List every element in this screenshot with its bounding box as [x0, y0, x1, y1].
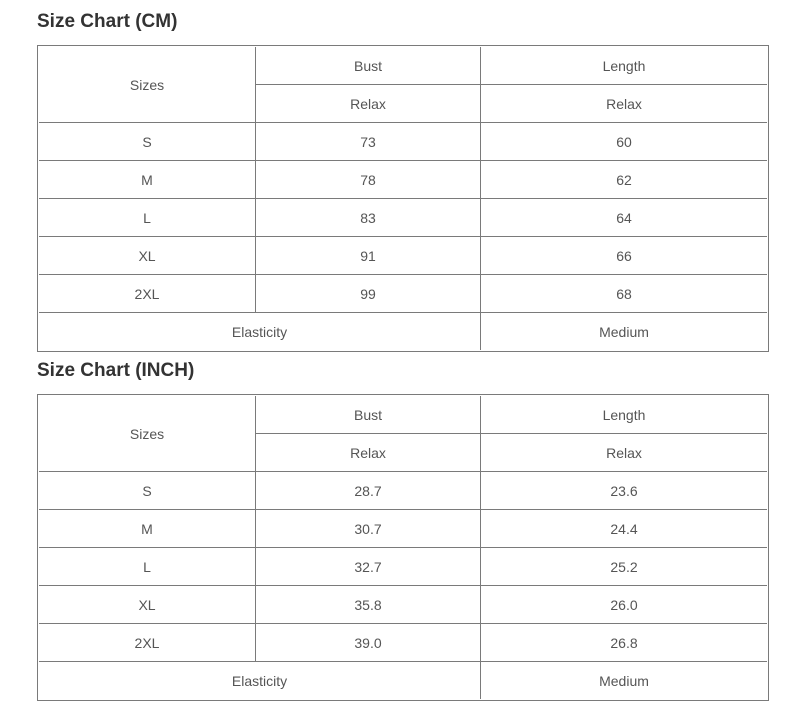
size-chart-inch-table	[37, 394, 769, 701]
cell-bust: 99	[256, 275, 481, 313]
cell-length: 68	[481, 275, 767, 313]
size-chart-inch-title: Size Chart (INCH)	[37, 360, 195, 381]
table-row	[39, 199, 767, 237]
cell-bust: 32.7	[256, 548, 481, 586]
cell-length: 26.0	[481, 586, 767, 624]
table-row	[39, 586, 767, 624]
cell-size: M	[39, 161, 256, 199]
elasticity-value: Medium	[599, 323, 649, 340]
table-footer-row	[39, 662, 767, 699]
cell-bust: 30.7	[256, 510, 481, 548]
table-row	[39, 510, 767, 548]
cell-length: 25.2	[481, 548, 767, 586]
table-footer-row	[39, 313, 767, 350]
cell-size: S	[39, 123, 256, 161]
cell-length: 26.8	[481, 624, 767, 662]
cell-length: 60	[481, 123, 767, 161]
cell-size: M	[39, 510, 256, 548]
cell-size: S	[39, 472, 256, 510]
header-length: Length	[481, 47, 767, 85]
table-header-row	[39, 396, 767, 434]
cell-size: 2XL	[39, 624, 256, 662]
cell-bust: 91	[256, 237, 481, 275]
cell-length: 66	[481, 237, 767, 275]
header-length: Length	[481, 396, 767, 434]
header-bust: Bust	[256, 396, 481, 434]
cell-length: 62	[481, 161, 767, 199]
elasticity-label: Elasticity	[39, 313, 481, 350]
header-length-fit: Relax	[481, 434, 767, 472]
cell-length: 24.4	[481, 510, 767, 548]
header-sizes: Sizes	[39, 396, 256, 472]
header-length-fit: Relax	[481, 85, 767, 123]
cell-size: XL	[39, 237, 256, 275]
cell-bust: 73	[256, 123, 481, 161]
elasticity-value: Medium	[599, 672, 649, 689]
cell-bust: 35.8	[256, 586, 481, 624]
size-chart-cm-title: Size Chart (CM)	[37, 11, 178, 32]
table-row	[39, 472, 767, 510]
cell-bust: 28.7	[256, 472, 481, 510]
table-header-row	[39, 47, 767, 85]
header-sizes: Sizes	[39, 47, 256, 123]
table-row	[39, 161, 767, 199]
cell-length: 23.6	[481, 472, 767, 510]
size-chart-cm-table	[37, 45, 769, 352]
cell-bust: 83	[256, 199, 481, 237]
table-row	[39, 237, 767, 275]
elasticity-label: Elasticity	[39, 662, 481, 699]
cell-length: 64	[481, 199, 767, 237]
header-bust-fit: Relax	[256, 85, 481, 123]
table-row	[39, 624, 767, 662]
table-row	[39, 123, 767, 161]
cell-size: 2XL	[39, 275, 256, 313]
cell-size: L	[39, 548, 256, 586]
cell-size: XL	[39, 586, 256, 624]
table-row	[39, 548, 767, 586]
header-bust: Bust	[256, 47, 481, 85]
cell-bust: 78	[256, 161, 481, 199]
header-bust-fit: Relax	[256, 434, 481, 472]
cell-bust: 39.0	[256, 624, 481, 662]
cell-size: L	[39, 199, 256, 237]
table-row	[39, 275, 767, 313]
